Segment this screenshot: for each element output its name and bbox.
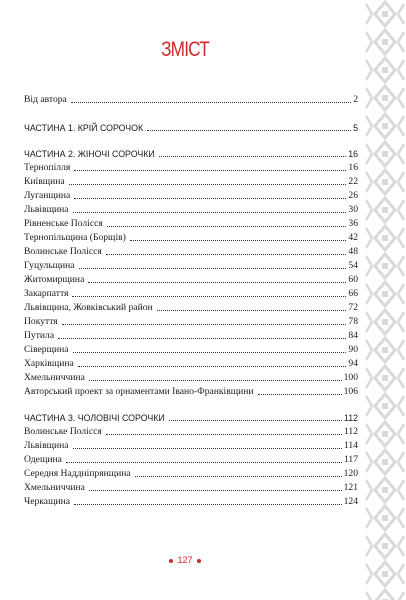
toc-entry [24, 494, 358, 508]
footer-dot-left [169, 559, 173, 563]
toc-entry-label: Хмельниччина [24, 482, 85, 493]
toc-entry [24, 160, 358, 174]
toc-entry [24, 384, 358, 398]
page-number-footer [0, 555, 370, 565]
toc-entry-page: 121 [343, 482, 358, 493]
toc-entry-label: ЧАСТИНА 2. ЖІНОЧІ СОРОЧКИ [24, 149, 155, 159]
toc-dot-leader [107, 226, 347, 227]
toc-dot-leader [74, 198, 346, 199]
toc-entry-label: Путила [24, 330, 55, 341]
toc-entry [24, 216, 358, 230]
toc-entry [24, 452, 358, 466]
toc-entry [24, 272, 358, 286]
page-title: ЗМІСТ [161, 38, 209, 61]
toc-entry-page: 48 [348, 246, 358, 257]
toc-dot-leader [88, 282, 346, 283]
toc-dot-leader [130, 240, 347, 241]
toc-entry-label: Покуття [24, 316, 58, 327]
toc-entry-page: 72 [348, 302, 358, 313]
toc-entry [24, 466, 358, 480]
toc-entry-page: 26 [348, 190, 358, 201]
toc-entry [24, 258, 358, 272]
toc-entry-label: Львівщина [24, 440, 69, 451]
toc-entry-page: 16 [348, 162, 358, 173]
page-number: 127 [177, 555, 193, 565]
toc-entry-page: 66 [348, 288, 358, 299]
toc-entry-page: 106 [343, 386, 358, 397]
toc-dot-leader [78, 366, 347, 367]
toc-entry-page: 16 [348, 149, 358, 159]
toc-entry-page: 5 [353, 123, 358, 133]
footer-dot-right [197, 559, 201, 563]
toc-dot-leader [159, 156, 347, 157]
toc-entry-page: 117 [343, 454, 358, 465]
toc-entry-label: Одещина [24, 454, 62, 465]
toc-entry-page: 60 [348, 274, 358, 285]
toc-entry-label: Черкащина [24, 496, 70, 507]
toc-entry-page: 54 [348, 260, 358, 271]
toc-entry-label: Житомирщина [24, 274, 85, 285]
toc-dot-leader [58, 338, 346, 339]
toc-entry [24, 342, 358, 356]
toc-entry-label: Закарпаття [24, 288, 69, 299]
toc-entry [24, 370, 358, 384]
toc-entry [24, 244, 358, 258]
toc-dot-leader [89, 380, 342, 381]
toc-dot-leader [135, 476, 342, 477]
toc-entry-page: 22 [348, 176, 358, 187]
toc-dot-leader [72, 296, 346, 297]
toc-entry-label: Рівненське Полісся [24, 218, 103, 229]
toc-dot-leader [258, 394, 342, 395]
toc-entry-page: 42 [348, 232, 358, 243]
toc-entry-label: ЧАСТИНА 1. КРІЙ СОРОЧОК [24, 123, 144, 133]
toc-section-heading [24, 120, 358, 134]
toc-entry-label: Волинське Полісся [24, 246, 102, 257]
toc-entry-label: Гуцульщина [24, 260, 75, 271]
toc-dot-leader [169, 420, 342, 421]
toc-entry-label: Від автора [24, 94, 67, 105]
toc-entry [24, 92, 358, 106]
toc-entry-page: 124 [343, 496, 358, 507]
toc-entry [24, 300, 358, 314]
toc-section-heading [24, 410, 358, 424]
toc-dot-leader [69, 184, 347, 185]
toc-entry-label: ЧАСТИНА 3. ЧОЛОВІЧІ СОРОЧКИ [24, 413, 165, 423]
toc-entry-page: 100 [343, 372, 358, 383]
toc-entry [24, 286, 358, 300]
toc-entry [24, 174, 358, 188]
toc-dot-leader [74, 170, 346, 171]
toc-dot-leader [62, 324, 347, 325]
toc-entry-page: 120 [343, 468, 358, 479]
toc-entry-page: 78 [348, 316, 358, 327]
toc-entry-page: 94 [348, 358, 358, 369]
toc-entry-page: 112 [343, 426, 358, 437]
toc-entry [24, 188, 358, 202]
toc-dot-leader [66, 462, 342, 463]
toc-entry-label: Харківщина [24, 358, 74, 369]
toc-entry [24, 202, 358, 216]
toc-entry-page: 36 [348, 218, 358, 229]
toc-entry [24, 230, 358, 244]
toc-dot-leader [106, 434, 342, 435]
toc-entry-label: Авторський проект за орнаментами Івано-Франківщини [24, 386, 254, 397]
toc-entry-label: Львівщина [24, 204, 69, 215]
toc-entry [24, 424, 358, 438]
toc-entry-page: 90 [348, 344, 358, 355]
toc-entry [24, 480, 358, 494]
toc-entry-label: Сіверщина [24, 344, 69, 355]
toc-dot-leader [74, 504, 342, 505]
toc-entry-page: 114 [343, 440, 358, 451]
toc-entry [24, 356, 358, 370]
toc-entry-label: Хмельниччина [24, 372, 85, 383]
toc-dot-leader [73, 212, 347, 213]
toc-entry [24, 328, 358, 342]
embroidery-ornament-border [364, 0, 406, 600]
toc-dot-leader [73, 352, 347, 353]
toc-entry [24, 438, 358, 452]
toc-entry-label: Київщина [24, 176, 65, 187]
toc-dot-leader [79, 268, 347, 269]
toc-entry-label: Луганщина [24, 190, 71, 201]
toc-dot-leader [73, 448, 342, 449]
toc-section-heading [24, 146, 358, 160]
toc-entry-label: Тернопілля [24, 162, 71, 173]
toc-dot-leader [71, 102, 351, 103]
toc-entry-page: 84 [348, 330, 358, 341]
toc-dot-leader [106, 254, 347, 255]
toc-entry-label: Середня Наддніпрянщина [24, 468, 131, 479]
toc-dot-leader [157, 310, 347, 311]
toc-entry [24, 314, 358, 328]
toc-entry-label: Львівщина, Жовківський район [24, 302, 153, 313]
toc-dot-leader [147, 130, 351, 131]
toc-entry-label: Тернопільщина (Борщів) [24, 232, 126, 243]
toc-entry-label: Волинське Полісся [24, 426, 102, 437]
toc-dot-leader [89, 490, 342, 491]
toc-entry-page: 112 [343, 413, 358, 423]
toc-entry-page: 30 [348, 204, 358, 215]
toc-entry-page: 2 [353, 94, 358, 105]
